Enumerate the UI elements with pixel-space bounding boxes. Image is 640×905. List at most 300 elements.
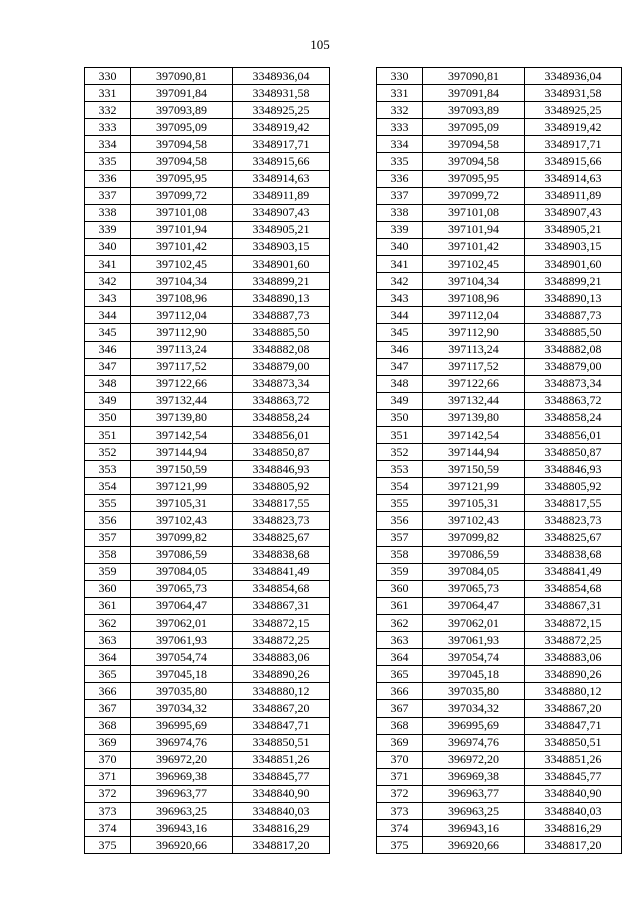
y-coordinate-cell: 3348854,68 [233, 580, 330, 597]
y-coordinate-cell: 3348840,90 [233, 785, 330, 802]
table-row [377, 68, 622, 85]
table-row [377, 461, 622, 478]
table-row [85, 324, 330, 341]
point-number-cell: 351 [377, 426, 423, 443]
y-coordinate-cell: 3348846,93 [233, 461, 330, 478]
y-coordinate-cell: 3348885,50 [525, 324, 622, 341]
table-row [85, 529, 330, 546]
y-coordinate-cell: 3348901,60 [525, 256, 622, 273]
x-coordinate-cell: 396943,16 [423, 820, 525, 837]
y-coordinate-cell: 3348887,73 [233, 307, 330, 324]
y-coordinate-cell: 3348901,60 [233, 256, 330, 273]
point-number-cell: 373 [377, 803, 423, 820]
point-number-cell: 357 [85, 529, 131, 546]
y-coordinate-cell: 3348907,43 [525, 204, 622, 221]
y-coordinate-cell: 3348899,21 [525, 273, 622, 290]
table-row [377, 683, 622, 700]
x-coordinate-cell: 397095,09 [423, 119, 525, 136]
table-row [377, 649, 622, 666]
point-number-cell: 361 [85, 597, 131, 614]
table-row [377, 768, 622, 785]
y-coordinate-cell: 3348914,63 [233, 170, 330, 187]
y-coordinate-cell: 3348915,66 [525, 153, 622, 170]
table-row [85, 290, 330, 307]
x-coordinate-cell: 397045,18 [423, 666, 525, 683]
point-number-cell: 348 [377, 375, 423, 392]
coordinates-table-body [377, 68, 622, 854]
point-number-cell: 341 [85, 256, 131, 273]
table-row [377, 136, 622, 153]
point-number-cell: 370 [377, 751, 423, 768]
y-coordinate-cell: 3348851,26 [233, 751, 330, 768]
y-coordinate-cell: 3348817,55 [233, 495, 330, 512]
table-row [377, 803, 622, 820]
point-number-cell: 374 [377, 820, 423, 837]
point-number-cell: 331 [377, 85, 423, 102]
y-coordinate-cell: 3348925,25 [525, 102, 622, 119]
x-coordinate-cell: 396974,76 [423, 734, 525, 751]
x-coordinate-cell: 397064,47 [131, 597, 233, 614]
point-number-cell: 340 [85, 238, 131, 255]
point-number-cell: 364 [85, 649, 131, 666]
y-coordinate-cell: 3348873,34 [525, 375, 622, 392]
x-coordinate-cell: 397142,54 [131, 426, 233, 443]
table-row [85, 375, 330, 392]
point-number-cell: 368 [85, 717, 131, 734]
x-coordinate-cell: 397104,34 [131, 273, 233, 290]
y-coordinate-cell: 3348883,06 [233, 649, 330, 666]
point-number-cell: 360 [85, 580, 131, 597]
x-coordinate-cell: 397139,80 [131, 409, 233, 426]
x-coordinate-cell: 397122,66 [423, 375, 525, 392]
point-number-cell: 361 [377, 597, 423, 614]
point-number-cell: 353 [377, 461, 423, 478]
y-coordinate-cell: 3348816,29 [233, 820, 330, 837]
point-number-cell: 366 [85, 683, 131, 700]
x-coordinate-cell: 397101,42 [131, 238, 233, 255]
x-coordinate-cell: 397035,80 [131, 683, 233, 700]
table-row [85, 444, 330, 461]
x-coordinate-cell: 397144,94 [131, 444, 233, 461]
point-number-cell: 366 [377, 683, 423, 700]
table-row [377, 187, 622, 204]
point-number-cell: 347 [377, 358, 423, 375]
x-coordinate-cell: 397062,01 [131, 615, 233, 632]
table-row [377, 204, 622, 221]
x-coordinate-cell: 396972,20 [131, 751, 233, 768]
y-coordinate-cell: 3348817,20 [525, 837, 622, 854]
table-row [85, 136, 330, 153]
x-coordinate-cell: 397112,90 [131, 324, 233, 341]
y-coordinate-cell: 3348841,49 [233, 563, 330, 580]
table-row [377, 563, 622, 580]
point-number-cell: 344 [85, 307, 131, 324]
coordinates-table-left [84, 67, 330, 854]
point-number-cell: 359 [377, 563, 423, 580]
page-number: 105 [310, 37, 330, 52]
y-coordinate-cell: 3348911,89 [525, 187, 622, 204]
point-number-cell: 331 [85, 85, 131, 102]
point-number-cell: 375 [85, 837, 131, 854]
y-coordinate-cell: 3348936,04 [525, 68, 622, 85]
y-coordinate-cell: 3348838,68 [233, 546, 330, 563]
y-coordinate-cell: 3348817,55 [525, 495, 622, 512]
point-number-cell: 338 [377, 204, 423, 221]
x-coordinate-cell: 397105,31 [423, 495, 525, 512]
x-coordinate-cell: 397099,72 [423, 187, 525, 204]
table-row [377, 717, 622, 734]
table-row [85, 700, 330, 717]
table-row [85, 85, 330, 102]
y-coordinate-cell: 3348856,01 [233, 426, 330, 443]
table-row [377, 546, 622, 563]
table-row [85, 68, 330, 85]
x-coordinate-cell: 396969,38 [423, 768, 525, 785]
x-coordinate-cell: 397093,89 [423, 102, 525, 119]
table-row [85, 615, 330, 632]
point-number-cell: 353 [85, 461, 131, 478]
y-coordinate-cell: 3348846,93 [525, 461, 622, 478]
point-number-cell: 357 [377, 529, 423, 546]
x-coordinate-cell: 397095,95 [423, 170, 525, 187]
point-number-cell: 346 [85, 341, 131, 358]
y-coordinate-cell: 3348838,68 [525, 546, 622, 563]
x-coordinate-cell: 397121,99 [131, 478, 233, 495]
y-coordinate-cell: 3348917,71 [525, 136, 622, 153]
y-coordinate-cell: 3348907,43 [233, 204, 330, 221]
x-coordinate-cell: 396995,69 [131, 717, 233, 734]
x-coordinate-cell: 397061,93 [423, 632, 525, 649]
x-coordinate-cell: 397112,90 [423, 324, 525, 341]
point-number-cell: 371 [377, 768, 423, 785]
x-coordinate-cell: 397104,34 [423, 273, 525, 290]
x-coordinate-cell: 397045,18 [131, 666, 233, 683]
coordinates-table-right [376, 67, 622, 854]
y-coordinate-cell: 3348885,50 [233, 324, 330, 341]
point-number-cell: 347 [85, 358, 131, 375]
point-number-cell: 334 [85, 136, 131, 153]
y-coordinate-cell: 3348867,31 [525, 597, 622, 614]
y-coordinate-cell: 3348936,04 [233, 68, 330, 85]
table-row [377, 734, 622, 751]
table-row [377, 444, 622, 461]
table-row [377, 666, 622, 683]
table-row [85, 632, 330, 649]
point-number-cell: 372 [377, 785, 423, 802]
x-coordinate-cell: 396969,38 [131, 768, 233, 785]
y-coordinate-cell: 3348890,13 [525, 290, 622, 307]
point-number-cell: 350 [85, 409, 131, 426]
x-coordinate-cell: 397105,31 [131, 495, 233, 512]
point-number-cell: 349 [377, 392, 423, 409]
table-row [85, 683, 330, 700]
x-coordinate-cell: 396974,76 [131, 734, 233, 751]
x-coordinate-cell: 397117,52 [423, 358, 525, 375]
y-coordinate-cell: 3348872,15 [233, 615, 330, 632]
point-number-cell: 349 [85, 392, 131, 409]
point-number-cell: 358 [85, 546, 131, 563]
y-coordinate-cell: 3348883,06 [525, 649, 622, 666]
y-coordinate-cell: 3348872,25 [525, 632, 622, 649]
table-row [377, 170, 622, 187]
y-coordinate-cell: 3348816,29 [525, 820, 622, 837]
y-coordinate-cell: 3348805,92 [525, 478, 622, 495]
table-row [377, 273, 622, 290]
table-row [85, 495, 330, 512]
point-number-cell: 345 [377, 324, 423, 341]
point-number-cell: 369 [377, 734, 423, 751]
point-number-cell: 367 [85, 700, 131, 717]
point-number-cell: 340 [377, 238, 423, 255]
point-number-cell: 350 [377, 409, 423, 426]
x-coordinate-cell: 397034,32 [131, 700, 233, 717]
x-coordinate-cell: 397091,84 [423, 85, 525, 102]
point-number-cell: 360 [377, 580, 423, 597]
x-coordinate-cell: 397102,45 [423, 256, 525, 273]
x-coordinate-cell: 397113,24 [423, 341, 525, 358]
table-row [377, 238, 622, 255]
table-row [377, 358, 622, 375]
x-coordinate-cell: 397091,84 [131, 85, 233, 102]
point-number-cell: 358 [377, 546, 423, 563]
table-row [85, 409, 330, 426]
table-row [377, 837, 622, 854]
table-row [377, 512, 622, 529]
x-coordinate-cell: 396963,25 [131, 803, 233, 820]
x-coordinate-cell: 397121,99 [423, 478, 525, 495]
x-coordinate-cell: 396963,25 [423, 803, 525, 820]
point-number-cell: 365 [85, 666, 131, 683]
point-number-cell: 359 [85, 563, 131, 580]
point-number-cell: 374 [85, 820, 131, 837]
table-row [85, 597, 330, 614]
y-coordinate-cell: 3348858,24 [233, 409, 330, 426]
y-coordinate-cell: 3348850,87 [233, 444, 330, 461]
point-number-cell: 336 [85, 170, 131, 187]
point-number-cell: 334 [377, 136, 423, 153]
x-coordinate-cell: 397062,01 [423, 615, 525, 632]
x-coordinate-cell: 397101,94 [131, 221, 233, 238]
table-row [377, 597, 622, 614]
y-coordinate-cell: 3348899,21 [233, 273, 330, 290]
x-coordinate-cell: 397061,93 [131, 632, 233, 649]
table-row [377, 820, 622, 837]
table-row [377, 580, 622, 597]
y-coordinate-cell: 3348914,63 [525, 170, 622, 187]
point-number-cell: 364 [377, 649, 423, 666]
point-number-cell: 332 [377, 102, 423, 119]
x-coordinate-cell: 396920,66 [423, 837, 525, 854]
table-row [85, 751, 330, 768]
point-number-cell: 356 [85, 512, 131, 529]
x-coordinate-cell: 397090,81 [423, 68, 525, 85]
y-coordinate-cell: 3348863,72 [233, 392, 330, 409]
y-coordinate-cell: 3348805,92 [233, 478, 330, 495]
table-row [377, 495, 622, 512]
table-row [377, 529, 622, 546]
point-number-cell: 372 [85, 785, 131, 802]
table-row [85, 734, 330, 751]
point-number-cell: 362 [377, 615, 423, 632]
y-coordinate-cell: 3348854,68 [525, 580, 622, 597]
x-coordinate-cell: 397065,73 [423, 580, 525, 597]
table-row [377, 256, 622, 273]
y-coordinate-cell: 3348840,03 [233, 803, 330, 820]
table-row [377, 290, 622, 307]
y-coordinate-cell: 3348890,26 [525, 666, 622, 683]
y-coordinate-cell: 3348903,15 [525, 238, 622, 255]
y-coordinate-cell: 3348823,73 [525, 512, 622, 529]
table-row [377, 102, 622, 119]
point-number-cell: 352 [85, 444, 131, 461]
y-coordinate-cell: 3348931,58 [525, 85, 622, 102]
y-coordinate-cell: 3348841,49 [525, 563, 622, 580]
y-coordinate-cell: 3348863,72 [525, 392, 622, 409]
table-row [85, 119, 330, 136]
point-number-cell: 341 [377, 256, 423, 273]
table-row [85, 666, 330, 683]
point-number-cell: 371 [85, 768, 131, 785]
table-row [85, 204, 330, 221]
point-number-cell: 342 [377, 273, 423, 290]
x-coordinate-cell: 397090,81 [131, 68, 233, 85]
y-coordinate-cell: 3348845,77 [525, 768, 622, 785]
x-coordinate-cell: 397035,80 [423, 683, 525, 700]
y-coordinate-cell: 3348817,20 [233, 837, 330, 854]
x-coordinate-cell: 397094,58 [131, 136, 233, 153]
point-number-cell: 363 [377, 632, 423, 649]
x-coordinate-cell: 397054,74 [423, 649, 525, 666]
table-row [85, 837, 330, 854]
x-coordinate-cell: 397113,24 [131, 341, 233, 358]
point-number-cell: 370 [85, 751, 131, 768]
y-coordinate-cell: 3348879,00 [525, 358, 622, 375]
table-row [377, 426, 622, 443]
table-row [85, 153, 330, 170]
point-number-cell: 345 [85, 324, 131, 341]
x-coordinate-cell: 397099,82 [131, 529, 233, 546]
point-number-cell: 354 [377, 478, 423, 495]
table-row [85, 238, 330, 255]
point-number-cell: 346 [377, 341, 423, 358]
table-row [377, 324, 622, 341]
table-row [85, 358, 330, 375]
point-number-cell: 352 [377, 444, 423, 461]
x-coordinate-cell: 397084,05 [131, 563, 233, 580]
y-coordinate-cell: 3348850,51 [233, 734, 330, 751]
point-number-cell: 344 [377, 307, 423, 324]
point-number-cell: 351 [85, 426, 131, 443]
table-row [377, 392, 622, 409]
table-row [85, 563, 330, 580]
x-coordinate-cell: 397142,54 [423, 426, 525, 443]
point-number-cell: 343 [377, 290, 423, 307]
x-coordinate-cell: 397054,74 [131, 649, 233, 666]
y-coordinate-cell: 3348919,42 [233, 119, 330, 136]
x-coordinate-cell: 396963,77 [423, 785, 525, 802]
point-number-cell: 336 [377, 170, 423, 187]
y-coordinate-cell: 3348903,15 [233, 238, 330, 255]
table-row [85, 392, 330, 409]
y-coordinate-cell: 3348847,71 [233, 717, 330, 734]
x-coordinate-cell: 397102,43 [423, 512, 525, 529]
point-number-cell: 375 [377, 837, 423, 854]
table-row [377, 700, 622, 717]
y-coordinate-cell: 3348867,31 [233, 597, 330, 614]
y-coordinate-cell: 3348840,90 [525, 785, 622, 802]
y-coordinate-cell: 3348905,21 [525, 221, 622, 238]
point-number-cell: 368 [377, 717, 423, 734]
x-coordinate-cell: 397102,45 [131, 256, 233, 273]
table-row [85, 341, 330, 358]
table-row [377, 478, 622, 495]
y-coordinate-cell: 3348890,13 [233, 290, 330, 307]
table-row [377, 221, 622, 238]
table-row [377, 751, 622, 768]
x-coordinate-cell: 397144,94 [423, 444, 525, 461]
point-number-cell: 333 [377, 119, 423, 136]
table-row [85, 803, 330, 820]
x-coordinate-cell: 396963,77 [131, 785, 233, 802]
x-coordinate-cell: 397065,73 [131, 580, 233, 597]
point-number-cell: 342 [85, 273, 131, 290]
y-coordinate-cell: 3348847,71 [525, 717, 622, 734]
table-row [85, 221, 330, 238]
point-number-cell: 332 [85, 102, 131, 119]
table-row [377, 341, 622, 358]
x-coordinate-cell: 397084,05 [423, 563, 525, 580]
x-coordinate-cell: 397108,96 [423, 290, 525, 307]
x-coordinate-cell: 397101,08 [131, 204, 233, 221]
y-coordinate-cell: 3348880,12 [233, 683, 330, 700]
x-coordinate-cell: 397034,32 [423, 700, 525, 717]
table-row [85, 170, 330, 187]
y-coordinate-cell: 3348873,34 [233, 375, 330, 392]
point-number-cell: 337 [85, 187, 131, 204]
table-row [85, 461, 330, 478]
table-row [377, 375, 622, 392]
point-number-cell: 335 [85, 153, 131, 170]
point-number-cell: 355 [377, 495, 423, 512]
x-coordinate-cell: 397101,94 [423, 221, 525, 238]
y-coordinate-cell: 3348845,77 [233, 768, 330, 785]
y-coordinate-cell: 3348919,42 [525, 119, 622, 136]
y-coordinate-cell: 3348890,26 [233, 666, 330, 683]
x-coordinate-cell: 397102,43 [131, 512, 233, 529]
point-number-cell: 338 [85, 204, 131, 221]
coordinates-table-body [85, 68, 330, 854]
x-coordinate-cell: 397132,44 [131, 392, 233, 409]
y-coordinate-cell: 3348882,08 [525, 341, 622, 358]
table-row [85, 785, 330, 802]
point-number-cell: 339 [377, 221, 423, 238]
y-coordinate-cell: 3348867,20 [233, 700, 330, 717]
x-coordinate-cell: 397117,52 [131, 358, 233, 375]
x-coordinate-cell: 397093,89 [131, 102, 233, 119]
x-coordinate-cell: 397122,66 [131, 375, 233, 392]
point-number-cell: 365 [377, 666, 423, 683]
x-coordinate-cell: 397095,95 [131, 170, 233, 187]
x-coordinate-cell: 397101,42 [423, 238, 525, 255]
x-coordinate-cell: 397112,04 [131, 307, 233, 324]
point-number-cell: 373 [85, 803, 131, 820]
table-row [85, 580, 330, 597]
table-row [85, 512, 330, 529]
y-coordinate-cell: 3348931,58 [233, 85, 330, 102]
y-coordinate-cell: 3348880,12 [525, 683, 622, 700]
point-number-cell: 354 [85, 478, 131, 495]
point-number-cell: 335 [377, 153, 423, 170]
